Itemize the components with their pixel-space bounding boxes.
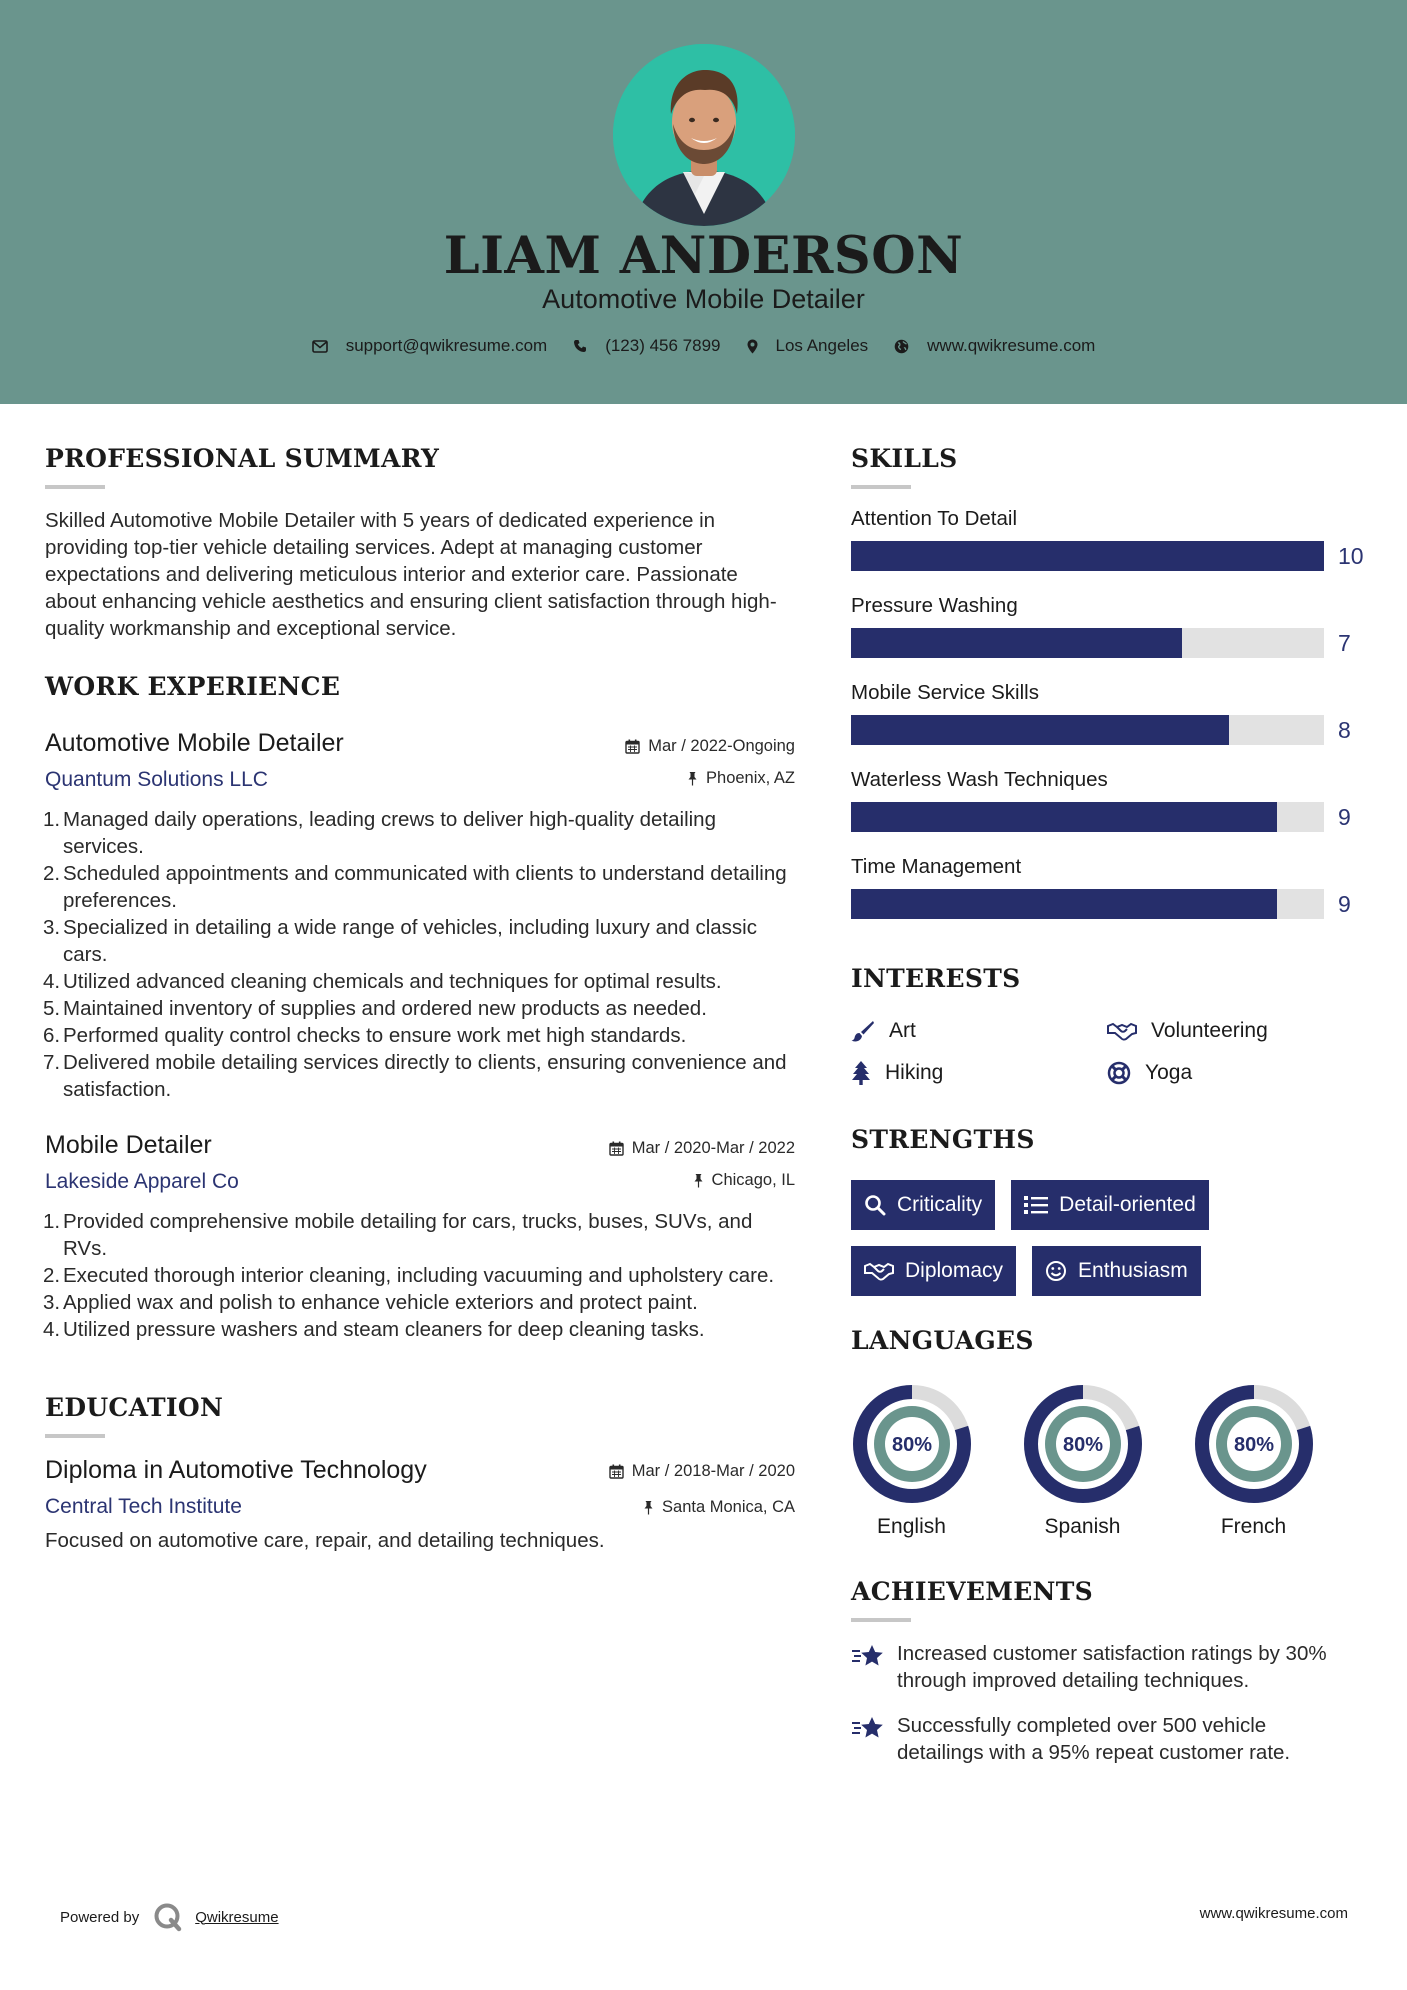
education-school: Central Tech Institute: [45, 1495, 242, 1518]
strength-tag: [1011, 1180, 1209, 1230]
contact-phone[interactable]: [573, 336, 720, 356]
skill-name: Pressure Washing: [851, 594, 1018, 617]
contact-website-text: www.qwikresume.com: [927, 336, 1096, 355]
list-item: Utilized pressure washers and steam cleaners for deep cleaning tasks.: [63, 1318, 705, 1341]
skill-name: Waterless Wash Techniques: [851, 768, 1108, 791]
skill-row: [851, 681, 1371, 768]
interest-item: [851, 1061, 1107, 1085]
experience-heading: WORK EXPERIENCE: [45, 672, 341, 701]
list-item: Scheduled appointments and communicated with clients to understand detailing preferences.: [63, 862, 787, 912]
interest-item: [1107, 1061, 1347, 1085]
skill-value: 10: [1338, 543, 1364, 569]
skills-heading: SKILLS: [851, 444, 958, 473]
education-degree: Diploma in Automotive Technology: [45, 1456, 427, 1484]
job-title: Mobile Detailer: [45, 1131, 212, 1159]
pin-icon: [687, 771, 698, 786]
section-divider: [851, 485, 911, 489]
job-location-text: Phoenix, AZ: [706, 769, 795, 787]
job-entry: [45, 729, 795, 1103]
language-ring: [1022, 1383, 1144, 1505]
skill-bar-track: [851, 715, 1324, 745]
skill-row: [851, 768, 1371, 855]
job-bullet-list: [45, 806, 795, 1103]
candidate-name: LIAM ANDERSON: [443, 226, 964, 286]
map-marker-icon: [747, 339, 758, 354]
interests-section: [851, 964, 1371, 1085]
lifering-icon: [1107, 1061, 1131, 1085]
education-heading: EDUCATION: [45, 1393, 224, 1422]
interest-item: [1107, 1019, 1347, 1043]
section-divider: [45, 1434, 105, 1438]
strength-label: Enthusiasm: [1078, 1259, 1188, 1282]
language-ring: [1193, 1383, 1315, 1505]
list-item: Provided comprehensive mobile detailing for cars, trucks, buses, SUVs, and RVs.: [63, 1210, 753, 1260]
skill-value: 8: [1338, 717, 1351, 743]
skill-bar-fill: [851, 541, 1324, 571]
job-location: [693, 1171, 795, 1190]
skill-value: 7: [1338, 630, 1351, 656]
strength-label: Detail-oriented: [1059, 1193, 1196, 1216]
job-date-text: Mar / 2022-Ongoing: [648, 737, 795, 755]
contact-website[interactable]: [894, 336, 1095, 356]
qwikresume-logo-icon: [153, 1902, 183, 1932]
education-description: Focused on automotive care, repair, and detailing techniques.: [45, 1529, 605, 1552]
strength-tag: [851, 1246, 1016, 1296]
profile-photo: [613, 44, 795, 226]
education-location-text: Santa Monica, CA: [662, 1498, 795, 1516]
handshake-icon: [1107, 1021, 1137, 1041]
footer-brand-link[interactable]: Qwikresume: [195, 1908, 279, 1926]
list-icon: [1024, 1195, 1048, 1215]
job-date-text: Mar / 2020-Mar / 2022: [631, 1139, 795, 1157]
footer-url[interactable]: www.qwikresume.com: [1199, 1905, 1348, 1922]
skill-row: [851, 855, 1371, 942]
skill-bar-track: [851, 802, 1324, 832]
summary-text: Skilled Automotive Mobile Detailer with 5 years of dedicated experience in providing top-tier vehicle detailing services. Adept at managing customer expectations and delivering meticulous interior and exterior care. Passionate about enhancing vehicle aesthetics and ensuring client satisfaction through high-quality workmanship and exceptional service.: [45, 509, 777, 640]
contact-email[interactable]: [312, 336, 548, 356]
star-icon: [851, 1714, 885, 1742]
skill-bar-fill: [851, 802, 1277, 832]
interest-label: Hiking: [885, 1061, 944, 1084]
star-icon: [851, 1642, 885, 1670]
achievements-section: [851, 1577, 1371, 1766]
list-item: Performed quality control checks to ensure work met high standards.: [63, 1024, 687, 1047]
skill-row: [851, 594, 1371, 681]
education-date: [609, 1462, 795, 1481]
envelope-icon: [312, 340, 328, 353]
languages-section: [851, 1326, 1371, 1539]
job-entry: [45, 1131, 795, 1343]
skill-name: Mobile Service Skills: [851, 681, 1039, 704]
skill-name: Attention To Detail: [851, 507, 1018, 530]
interest-label: Yoga: [1145, 1061, 1193, 1084]
resume-header: [0, 0, 1407, 404]
list-item: Applied wax and polish to enhance vehicle exteriors and protect paint.: [63, 1291, 698, 1314]
job-title: Automotive Mobile Detailer: [45, 729, 344, 757]
job-date: [609, 1139, 795, 1158]
globe-icon: [894, 339, 909, 354]
skills-list: [851, 507, 1371, 942]
language-percent: 80%: [1062, 1434, 1104, 1456]
skill-bar-fill: [851, 628, 1182, 658]
job-company: Lakeside Apparel Co: [45, 1170, 239, 1193]
footer-powered-by: [60, 1902, 279, 1932]
achievements-heading: ACHIEVEMENTS: [851, 1577, 1093, 1606]
skill-row: [851, 507, 1371, 594]
left-column: [45, 444, 795, 1554]
footer-powered-label: Powered by: [60, 1908, 140, 1926]
skill-bar-fill: [851, 715, 1229, 745]
strengths-heading: STRENGTHS: [851, 1125, 1035, 1154]
section-divider: [851, 1618, 911, 1622]
interest-label: Art: [889, 1019, 916, 1042]
strength-tag: [1032, 1246, 1201, 1296]
achievement-text: Increased customer satisfaction ratings by 30% through improved detailing techniques.: [897, 1642, 1327, 1692]
contact-email-text: support@qwikresume.com: [345, 336, 548, 355]
list-item: Delivered mobile detailing services directly to clients, ensuring convenience and satisfaction.: [63, 1051, 787, 1101]
skill-bar-track: [851, 889, 1324, 919]
education-date-text: Mar / 2018-Mar / 2020: [631, 1462, 795, 1480]
strengths-tags: [851, 1180, 1321, 1296]
pin-icon: [643, 1500, 654, 1515]
calendar-icon: [609, 1141, 624, 1156]
search-icon: [864, 1194, 886, 1216]
job-date: [625, 737, 795, 756]
interest-label: Volunteering: [1151, 1019, 1268, 1042]
strength-label: Diplomacy: [905, 1259, 1004, 1282]
language-name: English: [877, 1515, 946, 1538]
list-item: Maintained inventory of supplies and ordered new products as needed.: [63, 997, 707, 1020]
achievement-text: Successfully completed over 500 vehicle detailings with a 95% repeat customer rate.: [897, 1714, 1291, 1764]
languages-list: [851, 1383, 1371, 1539]
achievement-item: [851, 1712, 1371, 1766]
avatar: [613, 44, 795, 226]
language-percent: 80%: [1233, 1434, 1275, 1456]
contact-phone-text: (123) 456 7899: [605, 336, 721, 355]
smile-icon: [1045, 1260, 1067, 1282]
language-name: Spanish: [1044, 1515, 1121, 1538]
phone-icon: [573, 339, 587, 353]
education-section: [45, 1393, 795, 1554]
paintbrush-icon: [851, 1020, 875, 1042]
handshake-icon: [864, 1261, 894, 1281]
job-location-text: Chicago, IL: [711, 1171, 795, 1189]
skill-value: 9: [1338, 891, 1351, 917]
interests-heading: INTERESTS: [851, 964, 1021, 993]
right-column: [851, 444, 1371, 1766]
section-divider: [45, 485, 105, 489]
language-ring: [851, 1383, 973, 1505]
strength-label: Criticality: [897, 1193, 983, 1216]
list-item: Managed daily operations, leading crews to deliver high-quality detailing services.: [63, 808, 716, 858]
list-item: Specialized in detailing a wide range of vehicles, including luxury and classic cars.: [63, 916, 757, 966]
summary-heading: PROFESSIONAL SUMMARY: [45, 444, 440, 473]
job-location: [687, 769, 795, 788]
skill-bar-track: [851, 628, 1324, 658]
skill-bar-track: [851, 541, 1324, 571]
list-item: Executed thorough interior cleaning, including vacuuming and upholstery care.: [63, 1264, 775, 1287]
contact-location-text: Los Angeles: [775, 336, 869, 355]
calendar-icon: [625, 739, 640, 754]
list-item: Utilized advanced cleaning chemicals and techniques for optimal results.: [63, 970, 722, 993]
pin-icon: [693, 1173, 704, 1188]
summary-section: [45, 444, 795, 642]
skill-value: 9: [1338, 804, 1351, 830]
tree-icon: [851, 1061, 871, 1085]
candidate-title: Automotive Mobile Detailer: [542, 284, 865, 314]
strengths-section: [851, 1125, 1371, 1296]
education-entry: [45, 1456, 795, 1554]
languages-heading: LANGUAGES: [851, 1326, 1034, 1355]
language-percent: 80%: [891, 1434, 933, 1456]
calendar-icon: [609, 1464, 624, 1479]
skill-bar-fill: [851, 889, 1277, 919]
job-bullet-list: [45, 1208, 795, 1343]
language-name: French: [1220, 1515, 1287, 1538]
job-company: Quantum Solutions LLC: [45, 768, 268, 791]
contact-location: [747, 336, 869, 356]
language-item: [1193, 1383, 1364, 1539]
strength-tag: [851, 1180, 995, 1230]
contact-bar: [0, 336, 1407, 356]
education-location: [643, 1498, 795, 1517]
interests-list: [851, 1019, 1371, 1085]
interest-item: [851, 1019, 1107, 1043]
skills-section: [851, 444, 1371, 942]
skill-name: Time Management: [851, 855, 1022, 878]
achievement-item: [851, 1640, 1371, 1694]
experience-section: [45, 672, 795, 1343]
